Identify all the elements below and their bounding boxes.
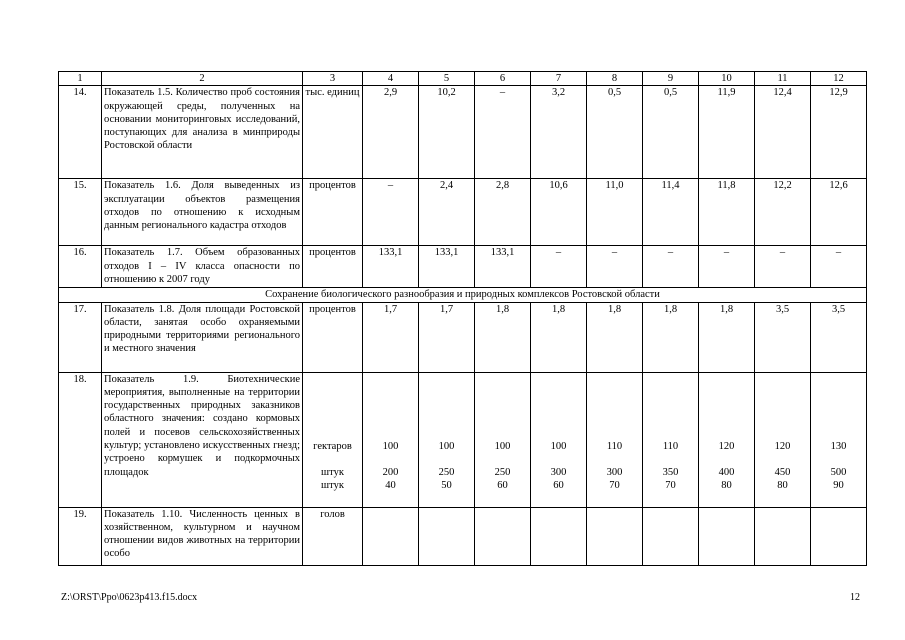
header-cell: 11 bbox=[755, 72, 811, 86]
header-cell: 5 bbox=[419, 72, 475, 86]
value-cell: 12,2 bbox=[755, 179, 811, 246]
value-cell: 130 500 90 bbox=[811, 372, 867, 507]
value-cell: 3,5 bbox=[755, 302, 811, 372]
value-cell: 11,0 bbox=[587, 179, 643, 246]
value-cell: 133,1 bbox=[419, 246, 475, 288]
unit-feeders: штук bbox=[321, 480, 344, 492]
header-cell: 8 bbox=[587, 72, 643, 86]
unit-cell: тыс. единиц bbox=[303, 86, 363, 179]
indicator-description: Показатель 1.5. Количество проб состояния окружающей среды, полученных на основании мониторинговых исследований, поступающих для анализа в минприроды Ростовской области bbox=[102, 86, 303, 179]
unit-cell bbox=[303, 372, 363, 507]
value-cell bbox=[531, 507, 587, 565]
value-cell bbox=[643, 507, 699, 565]
row-number: 14. bbox=[59, 86, 102, 179]
header-cell: 4 bbox=[363, 72, 419, 86]
file-path-footer: Z:\ORST\Ppo\0623p413.f15.docx bbox=[61, 592, 198, 603]
table-row bbox=[59, 302, 867, 372]
value-cell bbox=[419, 507, 475, 565]
value-cell: 133,1 bbox=[475, 246, 531, 288]
indicator-description: Показатель 1.8. Доля площади Ростовской области, занятая особо охраняемыми природными территориями регионального и местного значения bbox=[102, 302, 303, 372]
indicator-table bbox=[58, 71, 867, 566]
value-cell bbox=[475, 507, 531, 565]
value-cell: – bbox=[643, 246, 699, 288]
value-cell: 100 250 50 bbox=[419, 372, 475, 507]
value-cell: 11,9 bbox=[699, 86, 755, 179]
table-row bbox=[59, 246, 867, 288]
section-row bbox=[59, 288, 867, 302]
value-cell: 2,4 bbox=[419, 179, 475, 246]
value-cell: 0,5 bbox=[643, 86, 699, 179]
value-cell: 12,4 bbox=[755, 86, 811, 179]
indicator-description: Показатель 1.6. Доля выведенных из эксплуатации объектов размещения отходов по отношению к исходным данным регионального кадастра отходов bbox=[102, 179, 303, 246]
column-number-header bbox=[59, 72, 867, 86]
header-cell: 12 bbox=[811, 72, 867, 86]
value-cell: 2,8 bbox=[475, 179, 531, 246]
header-cell: 6 bbox=[475, 72, 531, 86]
row-number: 19. bbox=[59, 507, 102, 565]
header-cell: 1 bbox=[59, 72, 102, 86]
value-cell: 120 400 80 bbox=[699, 372, 755, 507]
row-number: 15. bbox=[59, 179, 102, 246]
value-cell: 1,8 bbox=[699, 302, 755, 372]
header-cell: 9 bbox=[643, 72, 699, 86]
unit-nests: штук bbox=[321, 466, 344, 478]
value-cell: 10,6 bbox=[531, 179, 587, 246]
value-cell: 110 350 70 bbox=[643, 372, 699, 507]
header-cell: 10 bbox=[699, 72, 755, 86]
indicator-description: Показатель 1.7. Объем образованных отходов I – IV класса опасности по отношению к 2007 году bbox=[102, 246, 303, 288]
value-cell: 1,7 bbox=[419, 302, 475, 372]
value-cell: – bbox=[699, 246, 755, 288]
value-cell: 11,4 bbox=[643, 179, 699, 246]
value-cell bbox=[811, 507, 867, 565]
value-cell bbox=[587, 507, 643, 565]
value-cell: 11,8 bbox=[699, 179, 755, 246]
value-cell: 10,2 bbox=[419, 86, 475, 179]
value-cell: – bbox=[587, 246, 643, 288]
header-cell: 3 bbox=[303, 72, 363, 86]
indicator-description: Показатель 1.10. Численность ценных в хозяйственном, культурном и научном отношении видов животных на территории особо bbox=[102, 507, 303, 565]
row-number: 16. bbox=[59, 246, 102, 288]
value-cell: 12,6 bbox=[811, 179, 867, 246]
value-cell: – bbox=[531, 246, 587, 288]
unit-cell: процентов bbox=[303, 246, 363, 288]
row-number: 18. bbox=[59, 372, 102, 507]
unit-cell: процентов bbox=[303, 179, 363, 246]
unit-hectares: гектаров bbox=[313, 440, 352, 452]
table-row bbox=[59, 372, 867, 507]
value-cell: 110 300 70 bbox=[587, 372, 643, 507]
value-cell: 120 450 80 bbox=[755, 372, 811, 507]
value-cell: 100 200 40 bbox=[363, 372, 419, 507]
value-cell: 2,9 bbox=[363, 86, 419, 179]
table-row bbox=[59, 86, 867, 179]
value-cell: – bbox=[475, 86, 531, 179]
value-cell: 1,8 bbox=[643, 302, 699, 372]
indicator-description: Показатель 1.9. Биотехнические мероприятия, выполненные на территории государственных природных заказников областного значения: создано кормовых полей и посевов сельскохозяйственных культур; установлено искусственных гнезд; устроено кормушек и подкормочных площадок bbox=[102, 372, 303, 507]
unit-cell: голов bbox=[303, 507, 363, 565]
value-cell: 1,8 bbox=[531, 302, 587, 372]
section-title: Сохранение биологического разнообразия и природных комплексов Ростовской области bbox=[59, 288, 867, 302]
value-cell: 100 250 60 bbox=[475, 372, 531, 507]
header-cell: 2 bbox=[102, 72, 303, 86]
value-cell bbox=[755, 507, 811, 565]
row-number: 17. bbox=[59, 302, 102, 372]
value-cell: 3,5 bbox=[811, 302, 867, 372]
page-number: 12 bbox=[850, 592, 860, 603]
unit-cell: процентов bbox=[303, 302, 363, 372]
value-cell: 12,9 bbox=[811, 86, 867, 179]
value-cell: – bbox=[755, 246, 811, 288]
value-cell: 3,2 bbox=[531, 86, 587, 179]
header-cell: 7 bbox=[531, 72, 587, 86]
value-cell: – bbox=[363, 179, 419, 246]
value-cell bbox=[363, 507, 419, 565]
value-cell: 1,7 bbox=[363, 302, 419, 372]
table-row bbox=[59, 507, 867, 565]
value-cell: 100 300 60 bbox=[531, 372, 587, 507]
value-cell: 1,8 bbox=[587, 302, 643, 372]
value-cell bbox=[699, 507, 755, 565]
value-cell: – bbox=[811, 246, 867, 288]
value-cell: 1,8 bbox=[475, 302, 531, 372]
table-row bbox=[59, 179, 867, 246]
value-cell: 0,5 bbox=[587, 86, 643, 179]
value-cell: 133,1 bbox=[363, 246, 419, 288]
